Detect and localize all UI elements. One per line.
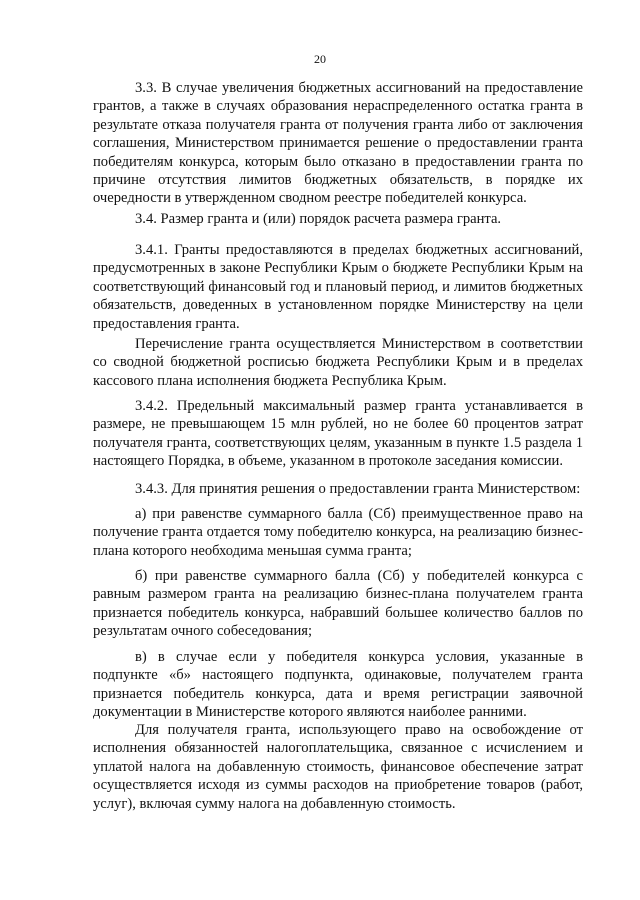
- page-number: 20: [314, 52, 326, 66]
- paragraph-item-v: в) в случае если у победителя конкурса условия, указанные в подпункте «б» настоящего подпункта, одинаковые, получателем гранта признается победитель конкурса, дата и время регистрации заявочной документации в Министерстве которого являются наиболее ранними.: [93, 649, 583, 721]
- paragraph-3-4-2: 3.4.2. Предельный максимальный размер гранта устанавливается в размере, не превышающем 15 млн рублей, но не более 60 процентов затрат получателя гранта, соответствующих целям, указанным в пункте 1.5 раздела 1 настоящего Порядка, в объеме, указанном в протоколе заседания комиссии.: [93, 398, 583, 470]
- paragraph-3-4-1: 3.4.1. Гранты предоставляются в пределах бюджетных ассигнований, предусмотренных в законе Республики Крым о бюджете Республики Крым на соответствующий финансовый год и плановый период, и лимитов бюджетных обязательств, доведенных в установленном порядке Министерству на цели предоставления гранта.: [93, 242, 583, 332]
- paragraph-3-3: 3.3. В случае увеличения бюджетных ассигнований на предоставление грантов, а также в случаях образования нераспределенного остатка гранта в результате отказа получателя гранта от получения гранта либо от заключения соглашения, Министерством принимается решение о предоставлении гранта победителям конкурса, которым было отказано в предоставлении гранта по причине отсутствия лимитов бюджетных обязательств, в порядке их очередности в утвержденном сводном реестре победителей конкурса.: [93, 80, 583, 207]
- paragraph-vat: Для получателя гранта, использующего право на освобождение от исполнения обязанностей налогоплательщика, связанное с исчислением и уплатой налога на добавленную стоимость, финансовое обеспечение затрат осуществляется исходя из суммы расходов на приобретение товаров (работ, услуг), включая сумму налога на добавленную стоимость.: [93, 722, 583, 812]
- paragraph-3-4-3: 3.4.3. Для принятия решения о предоставлении гранта Министерством:: [135, 481, 581, 497]
- paragraph-item-b: б) при равенстве суммарного балла (Сб) у победителей конкурса с равным размером гранта на реализацию бизнес-плана получателем гранта признается победитель конкурса, набравший большее количество баллов по результатам очного собеседования;: [93, 568, 583, 640]
- paragraph-3-4: 3.4. Размер гранта и (или) порядок расчета размера гранта.: [135, 211, 502, 227]
- paragraph-item-a: а) при равенстве суммарного балла (Сб) преимущественное право на получение гранта отдается тому победителю конкурса, на реализацию бизнес-плана которого необходима меньшая сумма гранта;: [93, 506, 583, 559]
- paragraph-transfer: Перечисление гранта осуществляется Министерством в соответствии со сводной бюджетной росписью бюджета Республики Крым и в пределах кассового плана исполнения бюджета Республика Крым.: [93, 336, 583, 389]
